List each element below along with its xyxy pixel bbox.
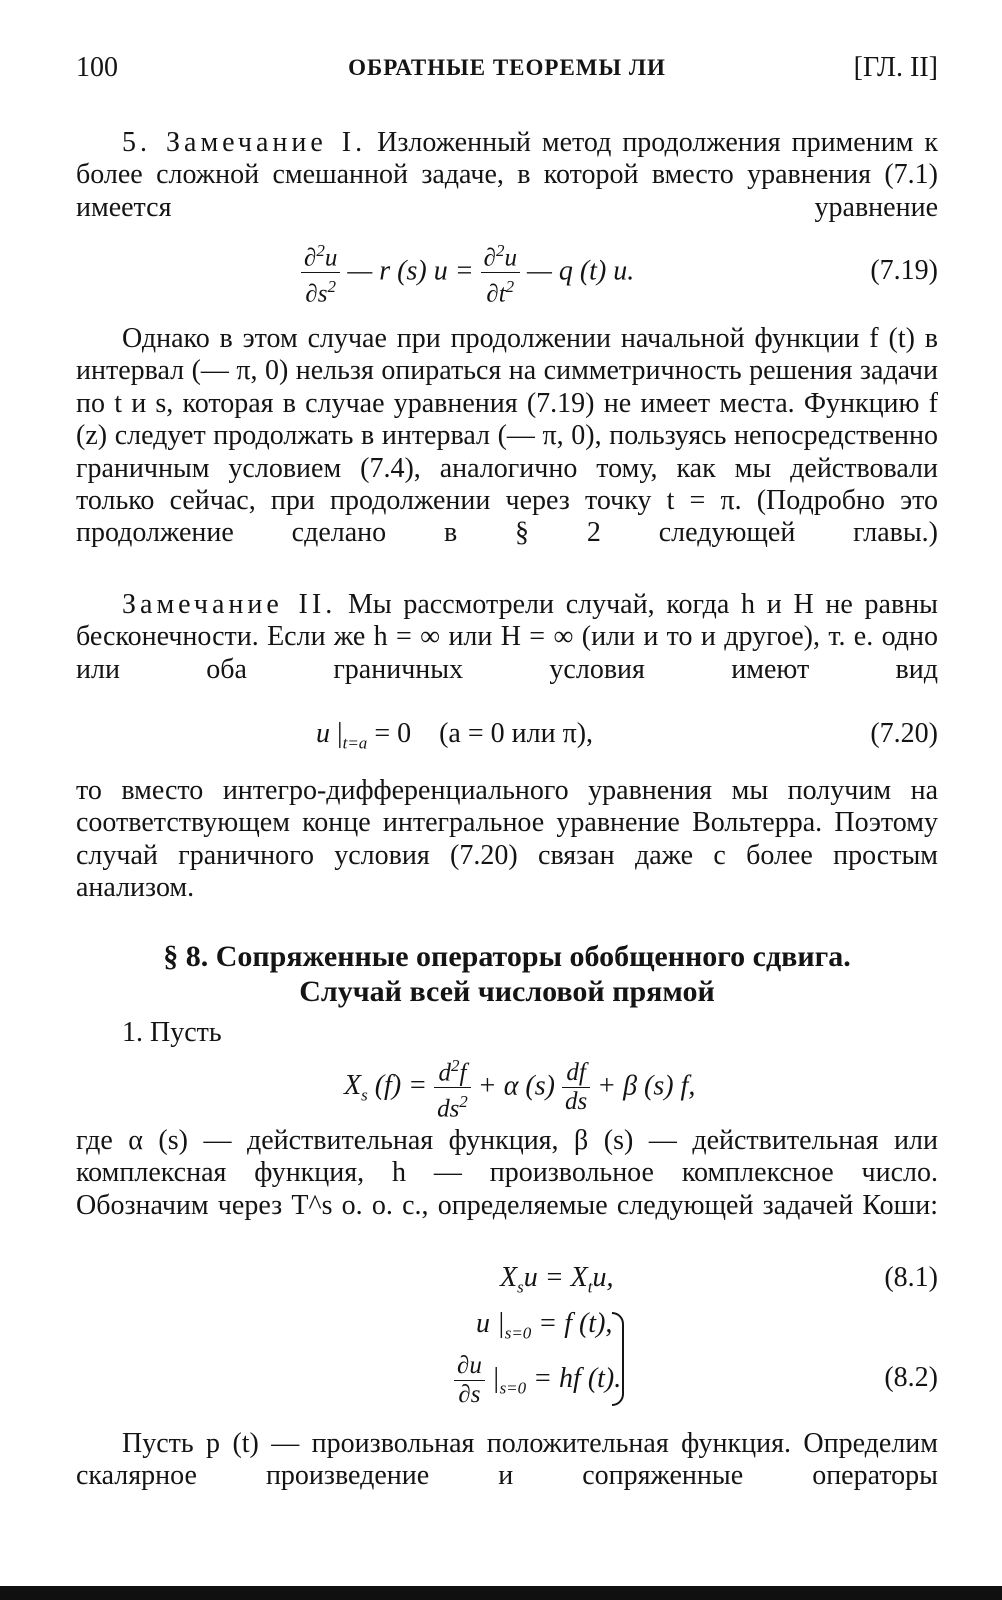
remark-2-text: Мы рассмотрели случай, когда h и H не равны бесконечности. Если же h = ∞ или H = ∞ (или и то и другое), т. е. одно или оба граничных условия имеют вид [76, 589, 938, 685]
running-title: ОБРАТНЫЕ ТЕОРЕМЫ ЛИ [348, 55, 666, 80]
remark-1-paragraph [76, 127, 938, 224]
item-1-intro: 1. Пусть [122, 1017, 222, 1048]
curly-brace [612, 1312, 624, 1406]
book-page: 100 ОБРАТНЫЕ ТЕОРЕМЫ ЛИ [ГЛ. II] 5. Замечание I. Изложенный метод продолжения применим к более сложной смешанной задаче, в которой вместо уравнения (7.1) имеется уравнение $\frac{\partial^2u}{\partial s^2}$ — r (s) u = $\frac{\partial^2u}{\partial t^2}$ — q (t) u. (7.19) Однако в этом случае при продолжении начальной функции f (t) в интервал (— π, 0) нельзя опираться на симметричность решения задачи по t и s, которая в случае уравнения (7.19) не имеет места. Функцию f (z) следует продолжать в интервал (— π, 0), пользуясь непосредственно граничным условием (7.4), аналогично тому, как мы действовали только сейчас, при продолжении через точку t = π. (Подробно это продолжение сделано в § 2 следующей главы.) Замечание II. Мы рассмотрели случай, когда h и H не равны бесконечности. Если же h = ∞ или H = ∞ (или и то и другое), т. е. одно или оба граничных условия имеют вид u $|_{t=a} = 0$ (a = 0 или π), (7.20) то вместо интегро-дифференциального уравнения мы получим на соответствующем конце интегральное уравнение Вольтерра. Поэтому случай граничного условия (7.20) связан даже с более простым анализом. § 8. Сопряженные операторы обобщенного сдвига. Случай всей числовой прямой 1. Пусть $X_s$ (f) = $\frac{d^2f}{ds^2}$ + α (s) $\frac{df}{ds}$ + β (s) f, где α (s) — действительная функция, β (s) — действительная или комплексная функция, h — произвольное комплексное число. Обозначим через T^s о. о. с., определяемые следующей задачей Коши: $X_su = X_tu$, (8.1) u $|_{s=0} = f$ (t), $\frac{\partial u}{\partial s}$ $|_{s=0}$ = hf (t). (8.2) Пусть p (t) — произвольная положительная функция. Определим скалярное произведение и сопряженные операторы [0, 0, 1002, 1600]
page-number: 100 [76, 52, 118, 83]
section-title-line-2: Случай всей числовой прямой [299, 975, 715, 1008]
however-paragraph: Однако в этом случае при продолжении начальной функции f (t) в интервал (— π, 0) нельзя опираться на симметричность решения задачи по t и s, которая в случае уравнения (7.19) не имеет места. Функцию f (z) следует продолжать в интервал (— π, 0), пользуясь непосредственно граничным условием (7.4), аналогично тому, как мы действовали только сейчас, при продолжении через точку t = π. (Подробно это продолжение сделано в § 2 следующей главы.) [76, 323, 938, 549]
remark-1-label: 5. Замечание I. [122, 127, 367, 158]
equation-7-20-formula: u $|_{t=a} = 0$ (a = 0 или π), [316, 718, 594, 753]
equation-7-19-number: (7.19) [870, 255, 938, 286]
equation-8-1-number: (8.1) [884, 1262, 938, 1293]
scan-edge [0, 1586, 1002, 1600]
remark-2-paragraph [76, 589, 938, 686]
let-paragraph: Пусть p (t) — произвольная положительная функция. Определим скалярное произведение и сопряженные операторы [76, 1428, 938, 1492]
equation-7-19-formula: $\frac{\partial^2u}{\partial s^2}$ — r (s) u = $\frac{\partial^2u}{\partial t^2}$ — q (t) u. [301, 237, 634, 309]
equation-8-2-number: (8.2) [884, 1362, 938, 1393]
equation-7-20-text: (a = 0 или π), [439, 718, 594, 749]
running-header [76, 52, 938, 92]
remark-2-label: Замечание II. [122, 589, 337, 620]
remark-1-text: Изложенный метод продолжения применим к более сложной смешанной задаче, в которой вместо уравнения (7.1) имеется уравнение [76, 127, 938, 223]
where-paragraph: где α (s) — действительная функция, β (s) — действительная или комплексная функция, h — произвольное комплексное число. Обозначим через T^s о. о. с., определяемые следующей задачей Коши: [76, 1125, 938, 1221]
chapter-label: [ГЛ. II] [853, 52, 938, 83]
then-paragraph: то вместо интегро-дифференциального уравнения мы получим на соответствующем конце интегральное уравнение Вольтерра. Поэтому случай граничного условия (7.20) связан даже с более простым анализом. [76, 775, 938, 904]
equation-7-20-number: (7.20) [870, 718, 938, 749]
section-title-line-1: § 8. Сопряженные операторы обобщенного сдвига. [163, 940, 851, 973]
